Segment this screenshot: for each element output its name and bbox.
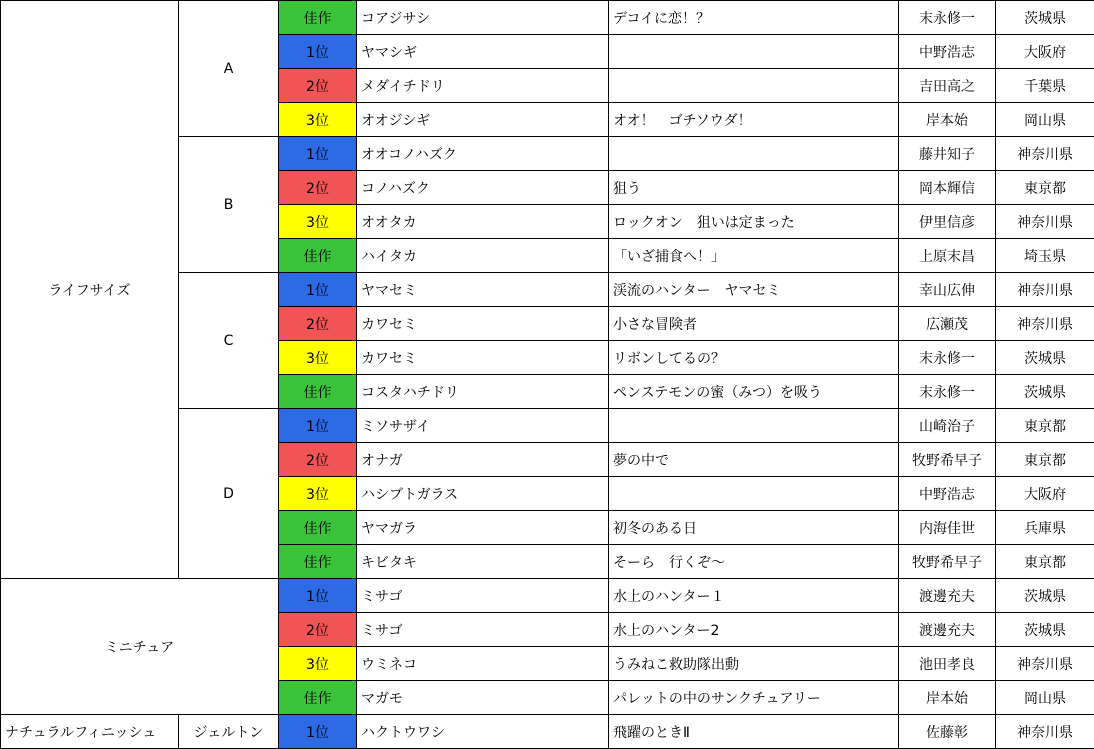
title-cell: うみねこ救助隊出動 — [609, 647, 899, 681]
name-cell: 岸本始 — [899, 681, 996, 715]
title-cell: 水上のハンター2 — [609, 613, 899, 647]
title-cell: 小さな冒険者 — [609, 307, 899, 341]
pref-cell: 千葉県 — [996, 69, 1094, 103]
rank-cell: 佳作 — [279, 1, 357, 35]
subgroup-gelton: ジェルトン — [179, 715, 279, 749]
name-cell: 山崎治子 — [899, 409, 996, 443]
category-miniature: ミニチュア — [1, 579, 279, 715]
rank-cell: 2位 — [279, 307, 357, 341]
species-cell: オオジシギ — [357, 103, 609, 137]
name-cell: 岡本輝信 — [899, 171, 996, 205]
rank-cell: 1位 — [279, 273, 357, 307]
pref-cell: 大阪府 — [996, 477, 1094, 511]
title-cell: デコイに恋！？ — [609, 1, 899, 35]
species-cell: ミサゴ — [357, 579, 609, 613]
species-cell: キビタキ — [357, 545, 609, 579]
title-cell — [609, 409, 899, 443]
rank-cell: 2位 — [279, 443, 357, 477]
species-cell: ハクトウワシ — [357, 715, 609, 749]
title-cell: 夢の中で — [609, 443, 899, 477]
name-cell: 中野浩志 — [899, 35, 996, 69]
rank-cell: 佳作 — [279, 511, 357, 545]
rank-cell: 佳作 — [279, 239, 357, 273]
title-cell: パレットの中のサンクチュアリー — [609, 681, 899, 715]
rank-cell: 2位 — [279, 613, 357, 647]
rank-cell: 1位 — [279, 137, 357, 171]
rank-cell: 1位 — [279, 715, 357, 749]
species-cell: カワセミ — [357, 307, 609, 341]
species-cell: カワセミ — [357, 341, 609, 375]
pref-cell: 茨城県 — [996, 1, 1094, 35]
rank-cell: 1位 — [279, 409, 357, 443]
species-cell: ヤマシギ — [357, 35, 609, 69]
pref-cell: 神奈川県 — [996, 273, 1094, 307]
rank-cell: 3位 — [279, 477, 357, 511]
subgroup-b: B — [179, 137, 279, 273]
pref-cell: 東京都 — [996, 409, 1094, 443]
species-cell: ヤマガラ — [357, 511, 609, 545]
pref-cell: 東京都 — [996, 545, 1094, 579]
pref-cell: 東京都 — [996, 171, 1094, 205]
species-cell: ハシブトガラス — [357, 477, 609, 511]
pref-cell: 茨城県 — [996, 579, 1094, 613]
rank-cell: 佳作 — [279, 545, 357, 579]
name-cell: 中野浩志 — [899, 477, 996, 511]
subgroup-c: C — [179, 273, 279, 409]
title-cell: ロックオン 狙いは定まった — [609, 205, 899, 239]
title-cell: 渓流のハンター ヤマセミ — [609, 273, 899, 307]
name-cell: 広瀬茂 — [899, 307, 996, 341]
table-row — [1, 715, 1094, 749]
title-cell — [609, 137, 899, 171]
rank-cell: 3位 — [279, 647, 357, 681]
species-cell: ヤマセミ — [357, 273, 609, 307]
rank-cell: 佳作 — [279, 681, 357, 715]
title-cell — [609, 35, 899, 69]
rank-cell: 1位 — [279, 35, 357, 69]
name-cell: 上原末昌 — [899, 239, 996, 273]
rank-cell: 3位 — [279, 341, 357, 375]
title-cell — [609, 477, 899, 511]
species-cell: コノハズク — [357, 171, 609, 205]
pref-cell: 神奈川県 — [996, 647, 1094, 681]
species-cell: ミソサザイ — [357, 409, 609, 443]
rank-cell: 2位 — [279, 171, 357, 205]
rank-cell: 1位 — [279, 579, 357, 613]
species-cell: マガモ — [357, 681, 609, 715]
pref-cell: 埼玉県 — [996, 239, 1094, 273]
name-cell: 渡邊充夫 — [899, 579, 996, 613]
species-cell: コアジサシ — [357, 1, 609, 35]
pref-cell: 神奈川県 — [996, 137, 1094, 171]
title-cell: リボンしてるの？ — [609, 341, 899, 375]
table-row — [1, 1, 1094, 35]
name-cell: 池田孝良 — [899, 647, 996, 681]
title-cell: 水上のハンター１ — [609, 579, 899, 613]
category-natural-finish: ナチュラルフィニッシュ — [1, 715, 179, 749]
category-lifesize: ライフサイズ — [1, 1, 179, 579]
title-cell: オオ！ ゴチソウダ！ — [609, 103, 899, 137]
pref-cell: 茨城県 — [996, 613, 1094, 647]
pref-cell: 岡山県 — [996, 681, 1094, 715]
name-cell: 牧野希早子 — [899, 545, 996, 579]
name-cell: 幸山広伸 — [899, 273, 996, 307]
pref-cell: 兵庫県 — [996, 511, 1094, 545]
title-cell: 狙う — [609, 171, 899, 205]
pref-cell: 神奈川県 — [996, 307, 1094, 341]
rank-cell: 2位 — [279, 69, 357, 103]
pref-cell: 神奈川県 — [996, 715, 1094, 749]
name-cell: 内海佳世 — [899, 511, 996, 545]
title-cell: そーら 行くぞ〜 — [609, 545, 899, 579]
table-row — [1, 579, 1094, 613]
species-cell: オオタカ — [357, 205, 609, 239]
species-cell: オナガ — [357, 443, 609, 477]
title-cell: 初冬のある日 — [609, 511, 899, 545]
species-cell: ミサゴ — [357, 613, 609, 647]
name-cell: 渡邊充夫 — [899, 613, 996, 647]
pref-cell: 神奈川県 — [996, 205, 1094, 239]
species-cell: コスタハチドリ — [357, 375, 609, 409]
title-cell: 「いざ捕食へ！」 — [609, 239, 899, 273]
title-cell — [609, 69, 899, 103]
pref-cell: 大阪府 — [996, 35, 1094, 69]
rank-cell: 3位 — [279, 103, 357, 137]
pref-cell: 東京都 — [996, 443, 1094, 477]
species-cell: オオコノハズク — [357, 137, 609, 171]
name-cell: 末永修一 — [899, 375, 996, 409]
rank-cell: 佳作 — [279, 375, 357, 409]
subgroup-d: D — [179, 409, 279, 579]
pref-cell: 茨城県 — [996, 341, 1094, 375]
name-cell: 牧野希早子 — [899, 443, 996, 477]
name-cell: 末永修一 — [899, 341, 996, 375]
name-cell: 藤井知子 — [899, 137, 996, 171]
name-cell: 伊里信彦 — [899, 205, 996, 239]
rank-cell: 3位 — [279, 205, 357, 239]
name-cell: 佐藤彰 — [899, 715, 996, 749]
species-cell: ウミネコ — [357, 647, 609, 681]
name-cell: 岸本始 — [899, 103, 996, 137]
title-cell: 飛躍のときⅡ — [609, 715, 899, 749]
subgroup-a: A — [179, 1, 279, 137]
pref-cell: 茨城県 — [996, 375, 1094, 409]
species-cell: ハイタカ — [357, 239, 609, 273]
species-cell: メダイチドリ — [357, 69, 609, 103]
name-cell: 末永修一 — [899, 1, 996, 35]
title-cell: ペンステモンの蜜（みつ）を吸う — [609, 375, 899, 409]
pref-cell: 岡山県 — [996, 103, 1094, 137]
name-cell: 吉田高之 — [899, 69, 996, 103]
